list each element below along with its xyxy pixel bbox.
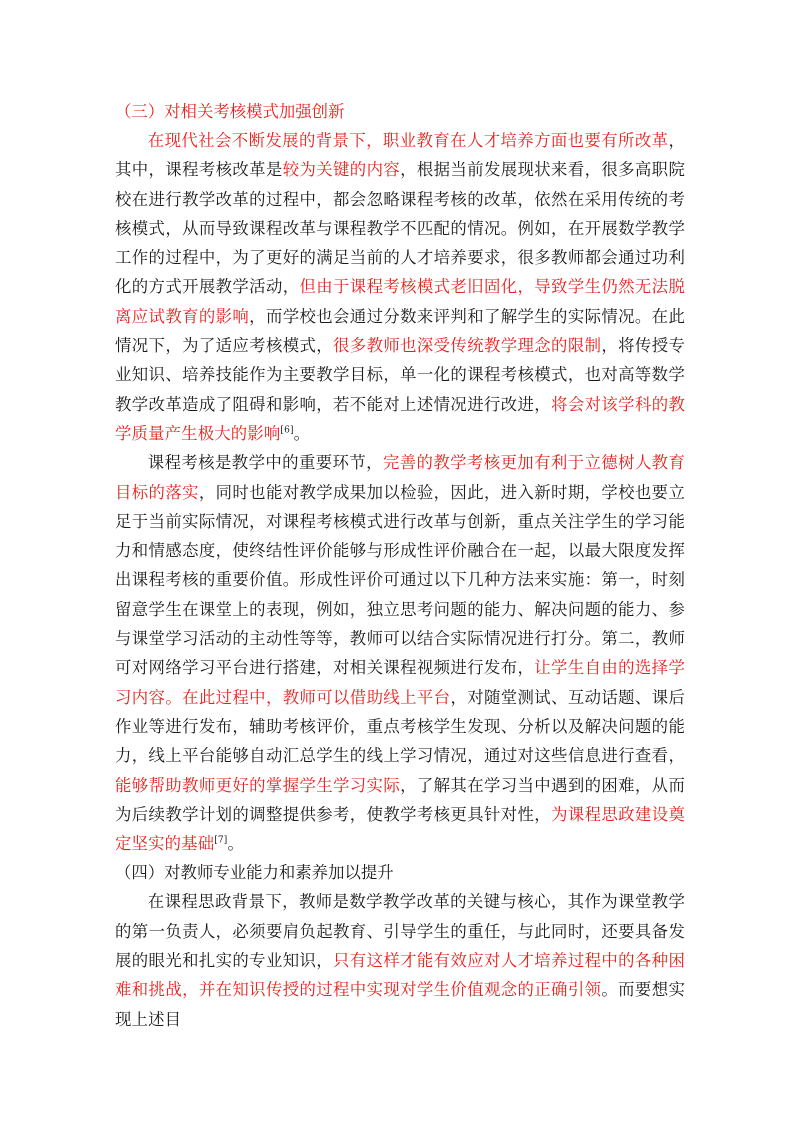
body-text: ，同时也能对教学成果加以检验，因此，进入新时期，学校也要立足于当前实际情况，对课程考核模式进行改革与创新，重点关注学生的学习能力和情感态度，使终结性评价能够与形成性评价融合在一起，以最大限度发挥出课程考核的重要价值。形成性评价可通过以下几种方法来实施：第一，时刻留意学生在课堂上的表现，例如，独立思考问题的能力、解决问题的能力、参与课堂学习活动的主动性等等，教师可以结合实际情况进行打分。第二，教师可对网络学习平台进行搭建，对相关课程视频进行发布， xyxy=(115,482,685,678)
body-text: 。 xyxy=(293,423,311,443)
highlighted-text: 在现代社会不断发展的背景下，职业教育在人才培养方面也要有所改革 xyxy=(147,131,669,150)
body-text: ，对随堂测试、互动话题、课后作业等进行发布，辅助考核评价，重点考核学生发现、分析以及解决问题的能力，线上平台能够自动汇总学生的线上学习情况，通过对这些信息进行查看， xyxy=(115,687,686,766)
section-heading-4 xyxy=(115,858,685,887)
section-heading-4-prefix: （四） xyxy=(115,863,165,883)
section-heading-3-text: 对相关考核模式加强创新 xyxy=(164,102,345,121)
citation-ref: [6] xyxy=(280,425,294,436)
citation-ref: [7] xyxy=(214,835,228,846)
highlighted-text: 只有这样才能有效应对人才培养过程中的各种困难和挑战，并在知识传授的过程中实现对学生价值观念的正确引领 xyxy=(115,951,685,1000)
highlighted-text: 将会对该学科的教学质量产生极大的影响 xyxy=(115,394,686,443)
body-text: ，其中，课程考核改革是 xyxy=(115,131,685,180)
body-text: 在课程思政背景下，教师是数学教学改革的关键与核心，其作为课堂教学的第一负责人，必须要肩负起教育、引导学生的重任，与此同时，还要具备发展的眼光和扎实的专业知识， xyxy=(115,892,685,971)
highlighted-text: 为课程思政建设奠定坚实的基础 xyxy=(115,804,686,854)
section-heading-3-prefix: （三） xyxy=(115,102,165,121)
body-text: 课程考核是教学中的重要环节， xyxy=(147,453,383,473)
section-heading-4-text: 对教师专业能力和素养加以提升 xyxy=(164,863,394,883)
body-text: ，了解其在学习当中遇到的困难，从而为后续教学计划的调整提供参考，使教学考核更具针对性， xyxy=(115,775,685,824)
highlighted-text: 能够帮助教师更好的掌握学生学习实际 xyxy=(115,775,401,795)
highlighted-text: 很多教师也深受传统教学理念的限制 xyxy=(333,336,602,356)
body-text: ，将传授专业知识、培养技能作为主要教学目标，单一化的课程考核模式，也对高等数学教学改革造成了阻碍和影响，若不能对上述情况进行改进， xyxy=(115,336,686,414)
highlighted-text: 让学生自由的选择学习内容。在此过程中，教师可以借助线上平台 xyxy=(115,658,685,707)
body-text: 。而要想实现上述目 xyxy=(115,980,686,1029)
highlighted-text: 但由于课程考核模式老旧固化，导致学生仍然无法脱离应试教育的影响 xyxy=(115,277,685,326)
body-text: ，根据当前发展现状来看，很多高职院校在进行教学改革的过程中，都会忽略课程考核的改革，依然在采用传统的考核模式，从而导致课程改革与课程教学不匹配的情况。例如，在开展数学教学工作的过程中，为了更好的满足当前的人才培养要求，很多教师都会通过功利化的方式开展教学活动， xyxy=(115,160,685,297)
highlighted-text: 较为关键的内容 xyxy=(282,160,401,180)
section-heading-3 xyxy=(115,97,685,126)
paragraph-3 xyxy=(115,887,685,1033)
highlighted-text: 完善的教学考核更加有利于立德树人教育目标的落实 xyxy=(115,453,685,502)
paragraph-2 xyxy=(115,448,685,858)
body-text: 。 xyxy=(227,834,244,854)
document-page xyxy=(115,97,685,1034)
paragraph-1 xyxy=(115,126,685,448)
body-text: ，而学校也会通过分数来评判和了解学生的实际情况。在此情况下，为了适应考核模式， xyxy=(115,306,685,356)
